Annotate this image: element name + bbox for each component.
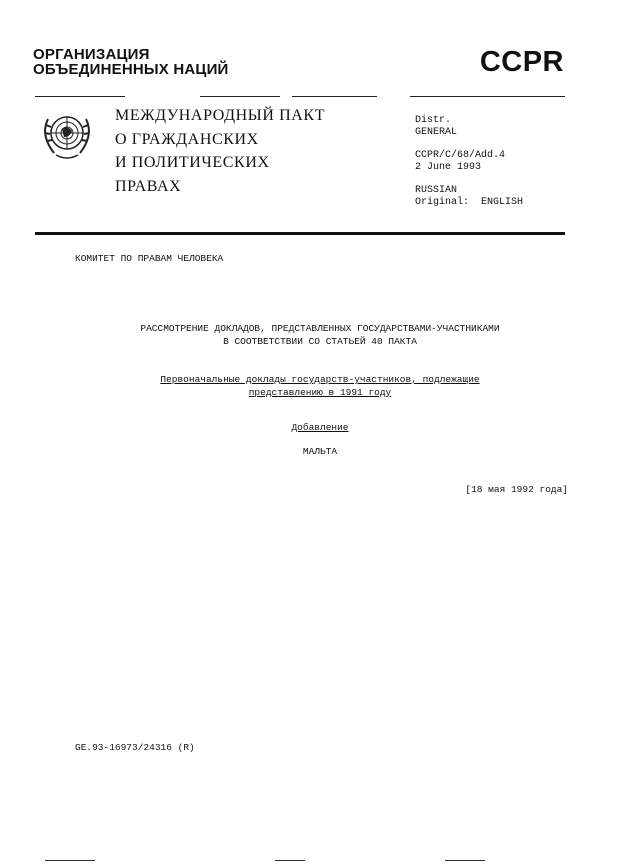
heading bbox=[0, 323, 640, 348]
title-line: ПРАВАХ bbox=[115, 177, 182, 195]
addendum-label: Добавление bbox=[291, 422, 349, 433]
divider bbox=[200, 96, 280, 97]
country: МАЛЬТА bbox=[302, 446, 338, 457]
un-emblem-icon bbox=[38, 107, 96, 163]
heading-line: РАССМОТРЕНИЕ ДОКЛАДОВ, ПРЕДСТАВЛЕННЫХ ГОСУДАРСТВАМИ-УЧАСТНИКАМИ bbox=[140, 323, 500, 334]
distribution: GENERAL bbox=[415, 126, 458, 138]
divider bbox=[35, 96, 125, 97]
divider bbox=[275, 860, 305, 861]
doc-symbol: CCPR/C/68/Add.4 bbox=[415, 150, 506, 161]
org-line-2: ОБЪЕДИНЕННЫХ НАЦИЙ bbox=[33, 61, 229, 78]
job-number: GE.93-16973/24316 (R) bbox=[75, 742, 195, 753]
divider bbox=[45, 860, 95, 861]
report-date: [18 мая 1992 года] bbox=[465, 484, 568, 495]
original-language: Original: ENGLISH bbox=[415, 196, 524, 208]
title-line: МЕЖДУНАРОДНЫЙ ПАКТ bbox=[115, 107, 326, 124]
header-rule bbox=[35, 232, 565, 235]
document-symbol-large: CCPR bbox=[479, 46, 564, 78]
subheading bbox=[0, 374, 640, 399]
divider bbox=[292, 96, 377, 97]
doc-date: 2 June 1993 bbox=[415, 161, 482, 173]
committee-name: КОМИТЕТ ПО ПРАВАМ ЧЕЛОВЕКА bbox=[75, 253, 224, 264]
subheading-line: представлению в 1991 году bbox=[248, 386, 392, 398]
distr-label: Distr. bbox=[415, 115, 452, 126]
divider bbox=[445, 860, 485, 861]
heading-line: В СООТВЕТСТВИИ СО СТАТЬЕЙ 40 ПАКТА bbox=[223, 335, 417, 347]
title-line: О ГРАЖДАНСКИХ bbox=[115, 130, 259, 148]
document-metadata bbox=[415, 115, 523, 208]
org-line-1: ОРГАНИЗАЦИЯ bbox=[33, 46, 150, 63]
subheading-line: Первоначальные доклады государств-участников, подлежащие bbox=[160, 374, 480, 385]
title-line: И ПОЛИТИЧЕСКИХ bbox=[115, 154, 270, 171]
covenant-title bbox=[115, 104, 325, 198]
divider bbox=[410, 96, 565, 97]
addendum bbox=[0, 422, 640, 435]
organization-name bbox=[33, 47, 229, 77]
language: RUSSIAN bbox=[415, 185, 458, 196]
